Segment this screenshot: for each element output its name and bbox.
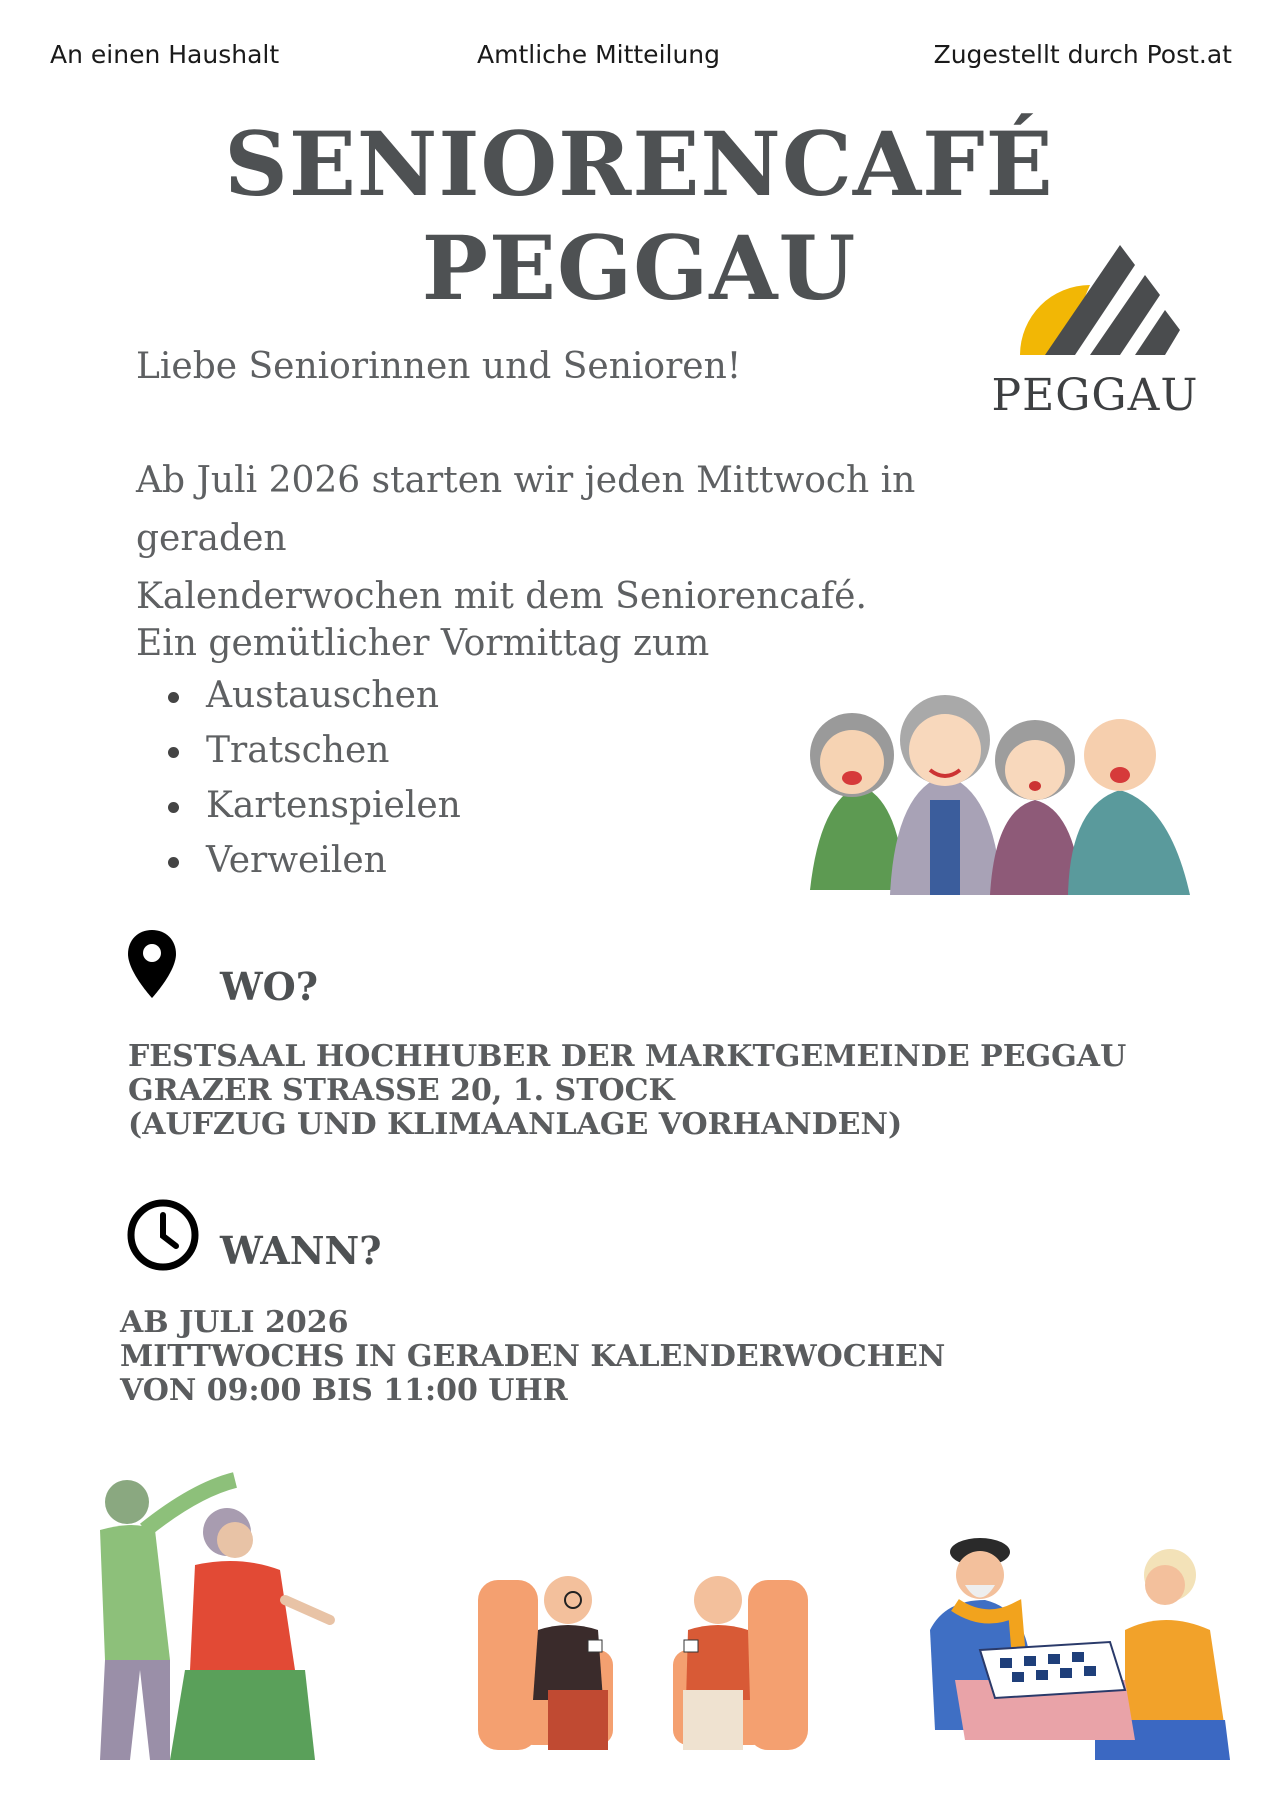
header-left-text: An einen Haushalt xyxy=(50,40,280,69)
header-center-text: Amtliche Mitteilung xyxy=(477,40,721,69)
list-item: Kartenspielen xyxy=(136,778,461,833)
when-line-2: MITTWOCHS IN GERADEN KALENDERWOCHEN xyxy=(120,1339,946,1374)
where-details xyxy=(128,1040,1126,1142)
intro-line-1: Ab Juli 2026 starten wir jeden Mittwoch in geraden xyxy=(136,460,916,559)
location-pin-icon xyxy=(128,930,176,1002)
list-item: Tratschen xyxy=(136,723,461,778)
list-item: Austauschen xyxy=(136,668,461,723)
checkers-couple-illustration xyxy=(925,1530,1235,1774)
header-right-text: Zugestellt durch Post.at xyxy=(933,40,1232,69)
where-heading: WO? xyxy=(220,964,319,1009)
when-line-1: AB JULI 2026 xyxy=(120,1305,349,1340)
logo-text: PEGGAU xyxy=(991,370,1199,421)
activity-list xyxy=(136,668,461,888)
lead-text: Ein gemütlicher Vormittag zum xyxy=(136,623,710,664)
where-line-3: (AUFZUG UND KLIMAANLAGE VORHANDEN) xyxy=(128,1107,903,1142)
seniors-group-illustration xyxy=(790,690,1200,909)
intro-text xyxy=(136,452,1076,626)
dancing-couple-illustration xyxy=(45,1470,345,1774)
clock-icon xyxy=(126,1198,200,1276)
peggau-logo xyxy=(985,240,1205,430)
where-line-1: FESTSAAL HOCHHUBER DER MARKTGEMEINDE PEGGAU xyxy=(128,1039,1127,1074)
where-line-2: GRAZER STRASSE 20, 1. STOCK xyxy=(128,1073,675,1108)
intro-line-2: Kalenderwochen mit dem Seniorencafé. xyxy=(136,576,867,617)
greeting: Liebe Seniorinnen und Senioren! xyxy=(136,346,742,387)
page-title: SENIORENCAFÉ PEGGAU xyxy=(224,112,1054,320)
when-heading: WANN? xyxy=(220,1228,382,1273)
list-item: Verweilen xyxy=(136,833,461,888)
tea-couple-illustration xyxy=(478,1560,808,1774)
when-line-3: VON 09:00 BIS 11:00 UHR xyxy=(120,1373,568,1408)
when-details xyxy=(120,1306,945,1408)
